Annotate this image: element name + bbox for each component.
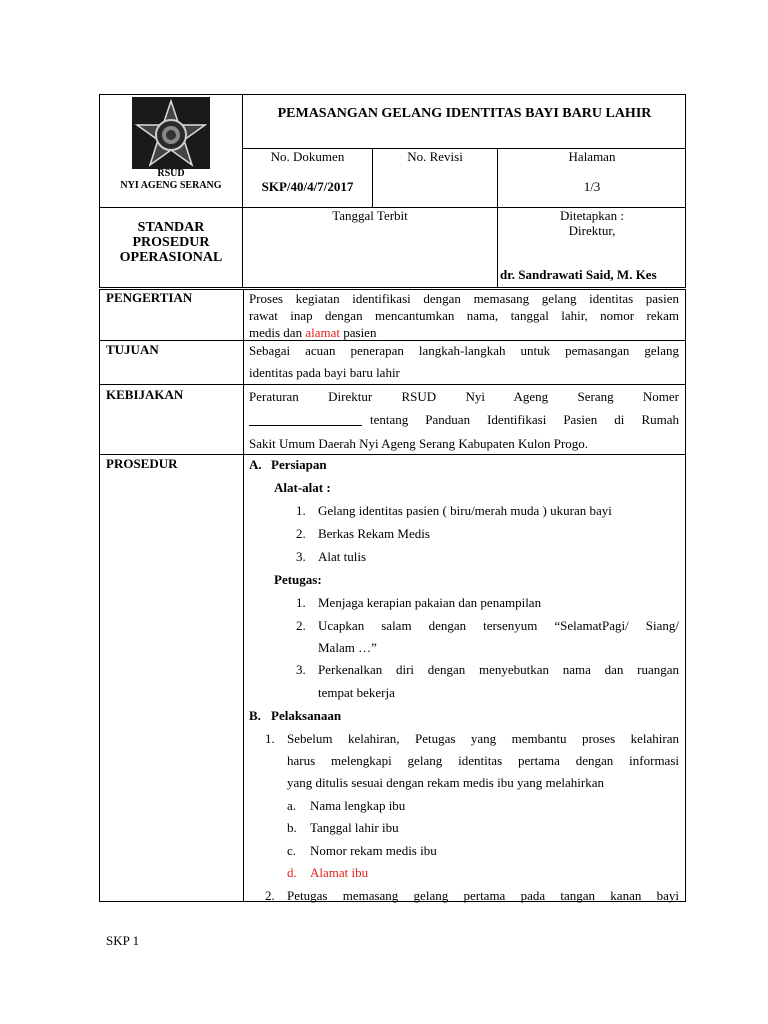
alat-num-2: 2. (296, 526, 306, 541)
kebijakan-line2: tentang Panduan Identifikasi Pasien di Rumah (370, 412, 679, 427)
petugas-num-2: 2. (296, 618, 306, 633)
divider (243, 289, 244, 902)
alat-item-1: Gelang identitas pasien ( biru/merah muda ) ukuran bayi (318, 503, 612, 518)
blank-number-line (249, 425, 362, 426)
sub-item-c: Nomor rekam medis ibu (310, 843, 437, 858)
sub-marker-a: a. (287, 798, 297, 813)
pengertian-line1: Proses kegiatan identifikasi dengan memasang gelang identitas pasien (249, 291, 679, 306)
section-b-title: Pelaksanaan (271, 708, 342, 723)
step-num-2: 2. (265, 888, 275, 903)
halaman-value: 1/3 (583, 179, 601, 194)
step-num-1: 1. (265, 731, 275, 746)
step-1-line2: harus melengkapi gelang identitas pertama dengan informasi (287, 753, 679, 768)
tujuan-label: TUJUAN (106, 342, 159, 357)
pengertian-line3: medis dan alamat pasien (249, 325, 377, 340)
highlight-alamat: alamat (305, 325, 340, 340)
step-2-line1: Petugas memasang gelang pertama pada tangan kanan bayi (287, 888, 679, 903)
sub-item-b: Tanggal lahir ibu (310, 820, 399, 835)
no-dokumen-value: SKP/40/4/7/2017 (261, 179, 354, 194)
petugas-item-3-line2: tempat bekerja (318, 685, 395, 700)
logo-line2: NYI AGENG SERANG (120, 180, 222, 191)
section-a-title: Persiapan (271, 457, 327, 472)
spo-line1: STANDAR (137, 220, 205, 235)
kebijakan-line1: Peraturan Direktur RSUD Nyi Ageng Serang Nomer (249, 389, 679, 404)
divider (99, 454, 686, 455)
direktur-label: Direktur, (568, 223, 616, 238)
spo-line2: PROSEDUR (132, 235, 210, 250)
petugas-item-2-line1: Ucapkan salam dengan tersenyum “SelamatPagi/ Siang/ (318, 618, 679, 633)
halaman-label: Halaman (568, 149, 616, 164)
petugas-item-1: Menjaga kerapian pakaian dan penampilan (318, 595, 542, 610)
tanggal-terbit-label: Tanggal Terbit (332, 208, 408, 223)
petugas-item-3-line1: Perkenalkan diri dengan menyebutkan nama dan ruangan (318, 662, 679, 677)
kebijakan-line3: Sakit Umum Daerah Nyi Ageng Serang Kabupaten Kulon Progo. (249, 436, 589, 451)
sub-item-a: Nama lengkap ibu (310, 798, 406, 813)
petugas-item-2-line2: Malam …” (318, 640, 377, 655)
document-title: PEMASANGAN GELANG IDENTITAS BAYI BARU LAHIR (277, 106, 652, 121)
pengertian-line2: rawat inap dengan mencantumkan nama, tanggal lahir, nomor rekam (249, 308, 679, 323)
logo-line1: RSUD (157, 168, 185, 179)
ditetapkan-label: Ditetapkan : (560, 208, 624, 223)
tujuan-line1: Sebagai acuan penerapan langkah-langkah untuk pemasangan gelang (249, 343, 679, 358)
petugas-num-1: 1. (296, 595, 306, 610)
step-1-line3: yang ditulis sesuai dengan rekam medis ibu yang melahirkan (287, 775, 604, 790)
section-b-marker: B. (249, 708, 261, 723)
no-revisi-label: No. Revisi (407, 149, 463, 164)
alat-item-2: Berkas Rekam Medis (318, 526, 430, 541)
pengertian-label: PENGERTIAN (106, 290, 193, 305)
hospital-logo (132, 97, 210, 169)
sub-marker-b: b. (287, 820, 297, 835)
kebijakan-label: KEBIJAKAN (106, 387, 184, 402)
page-footer: SKP 1 (106, 933, 140, 948)
petugas-title: Petugas: (274, 572, 322, 587)
tujuan-line2: identitas pada bayi baru lahir (249, 365, 400, 380)
section-a-marker: A. (249, 457, 262, 472)
sub-item-d: Alamat ibu (310, 865, 369, 880)
divider (99, 340, 686, 341)
petugas-num-3: 3. (296, 662, 306, 677)
divider (99, 384, 686, 385)
no-dokumen-label: No. Dokumen (270, 149, 345, 164)
spo-line3: OPERASIONAL (119, 250, 223, 265)
alat-num-3: 3. (296, 549, 306, 564)
step-1-line1: Sebelum kelahiran, Petugas yang membantu proses kelahiran (287, 731, 679, 746)
alat-num-1: 1. (296, 503, 306, 518)
signer-name: dr. Sandrawati Said, M. Kes (500, 267, 657, 282)
sub-marker-d: d. (287, 865, 297, 880)
prosedur-label: PROSEDUR (106, 456, 178, 471)
alat-item-3: Alat tulis (318, 549, 367, 564)
alat-title: Alat-alat : (274, 480, 331, 495)
sub-marker-c: c. (287, 843, 297, 858)
